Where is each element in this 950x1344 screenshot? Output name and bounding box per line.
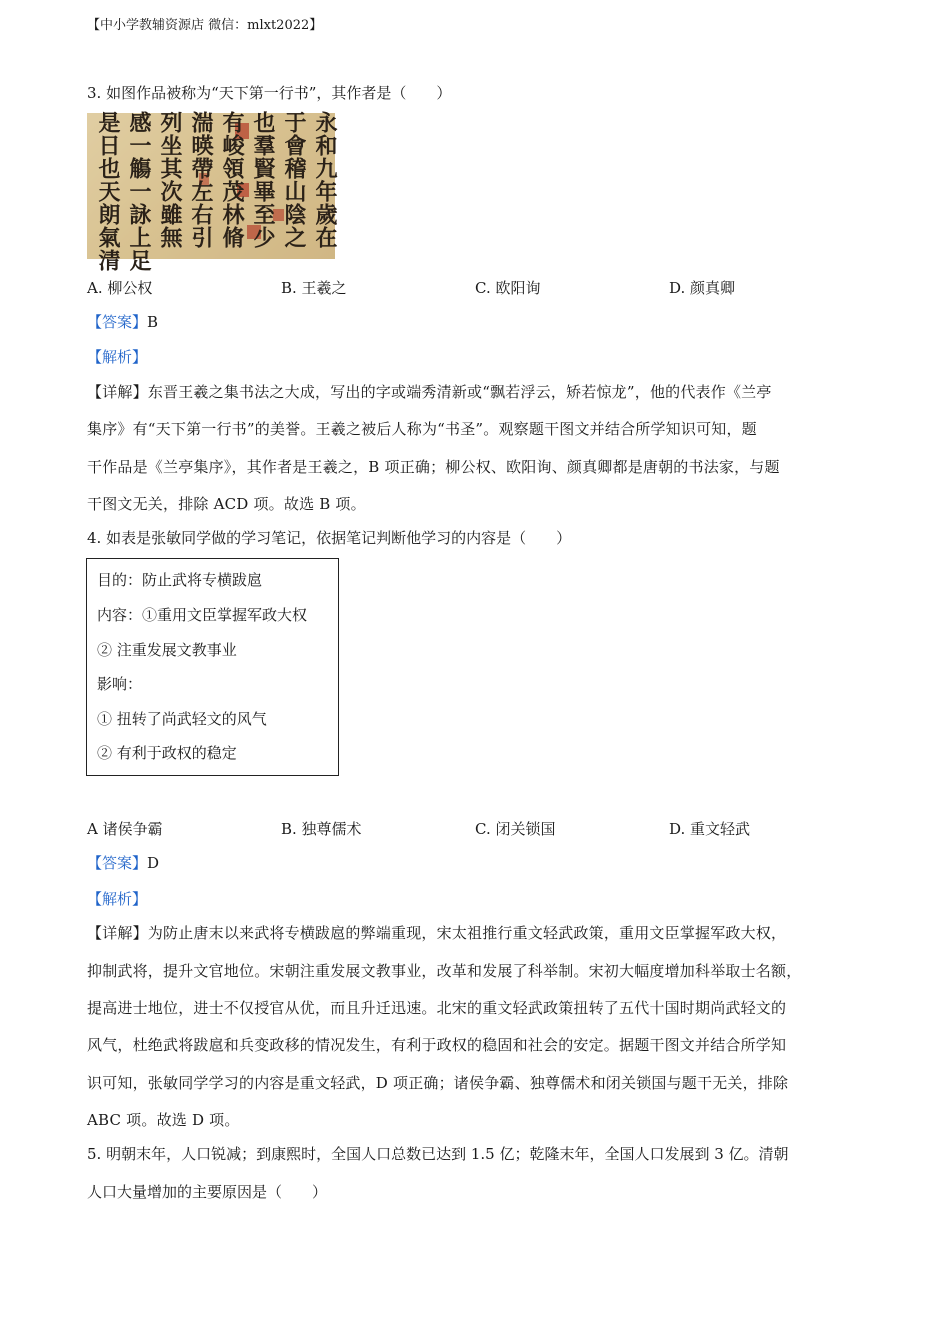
q3-detail-tag: 【详解】	[87, 383, 148, 401]
note-line-purpose: 目的：防止武将专横跋扈	[97, 571, 263, 589]
note-line-impact-1: ① 扭转了尚武轻文的风气	[97, 710, 267, 728]
question-5-stem-line-2: 人口大量增加的主要原因是（ ）	[87, 1183, 328, 1201]
q4-answer-tag: 【答案】	[87, 854, 148, 872]
q3-option-d[interactable]: D. 颜真卿	[669, 279, 736, 297]
q4-detail-line-2: 抑制武将，提升文官地位。宋朝注重发展文教事业，改革和发展了科举制。宋初大幅度增加科举取士名额，	[87, 962, 802, 980]
note-line-impact-2: ② 有利于政权的稳定	[97, 744, 237, 762]
q4-detail-line-1	[87, 922, 786, 943]
calligraphy-column: 感一觴一詠上足	[126, 111, 152, 272]
q4-option-b[interactable]: B. 独尊儒术	[281, 820, 362, 838]
calligraphy-column: 也羣賢畢至少	[250, 111, 276, 249]
q4-detail-tag: 【详解】	[87, 924, 148, 942]
calligraphy-column: 湍暎帶左右引	[188, 111, 214, 249]
study-note-box	[86, 558, 339, 776]
q4-detail-line-4: 风气，杜绝武将跋扈和兵变政移的情况发生，有利于政权的稳固和社会的安定。据题干图文并结合所学知	[87, 1036, 787, 1054]
calligraphy-column: 是日也天朗氣清	[95, 111, 121, 272]
q3-detail-line-4: 干图文无关，排除 ACD 项。故选 B 项。	[87, 495, 366, 513]
q4-detail-line-6: ABC 项。故选 D 项。	[87, 1111, 240, 1129]
q3-answer-tag: 【答案】	[87, 313, 148, 331]
page-header: 【中小学教辅资源店 微信：mlxt2022】	[87, 18, 323, 33]
q3-detail-line-1	[87, 381, 772, 402]
note-line-content-2: ② 注重发展文教事业	[97, 641, 237, 659]
q4-option-c[interactable]: C. 闭关锁国	[475, 820, 556, 838]
q3-option-a[interactable]: A. 柳公权	[87, 279, 153, 297]
q3-answer	[87, 311, 158, 332]
q4-answer-value: D	[147, 854, 160, 872]
note-line-content-1: 内容：①重用文臣掌握军政大权	[97, 606, 308, 624]
calligraphy-image	[87, 111, 338, 272]
q3-option-c[interactable]: C. 欧阳询	[475, 279, 541, 297]
q4-analysis-tag: 【解析】	[87, 890, 148, 908]
q4-option-a[interactable]: A 诸侯争霸	[87, 820, 163, 838]
q3-answer-value: B	[147, 313, 159, 331]
q4-answer	[87, 852, 159, 873]
q3-analysis-tag: 【解析】	[87, 348, 148, 366]
q4-detail-line-3: 提高进士地位，进士不仅授官从优，而且升迁迅速。北宋的重文轻武政策扭转了五代十国时期尚武轻文的	[87, 999, 787, 1017]
q4-detail-text-1: 为防止唐末以来武将专横跋扈的弊端重现，宋太祖推行重文轻武政策，重用文臣掌握军政大权，	[147, 924, 787, 942]
calligraphy-column: 列坐其次雖無	[157, 111, 183, 249]
q3-detail-text-1: 东晋王羲之集书法之大成，写出的字或端秀清新或“飘若浮云，矫若惊龙”，他的代表作《兰亭	[147, 383, 772, 401]
q3-detail-line-2: 集序》有“天下第一行书”的美誉。王羲之被后人称为“书圣”。观察题干图文并结合所学知识可知，题	[87, 420, 757, 438]
q4-option-d[interactable]: D. 重文轻武	[669, 820, 751, 838]
q3-detail-line-3: 干作品是《兰亭集序》，其作者是王羲之，B 项正确；柳公权、欧阳询、颜真卿都是唐朝的书法家，与题	[87, 458, 780, 476]
question-5-stem-line-1: 5. 明朝末年，人口锐减；到康熙时，全国人口总数已达到 1.5 亿；乾隆末年，全国人口发展到 3 亿。清朝	[87, 1145, 789, 1163]
calligraphy-column: 于會稽山陰之	[281, 111, 307, 249]
calligraphy-column: 有峻領茂林脩	[219, 111, 245, 249]
q3-option-b[interactable]: B. 王羲之	[281, 279, 347, 297]
question-3-stem: 3. 如图作品被称为“天下第一行书”，其作者是（ ）	[87, 84, 452, 102]
q4-detail-line-5: 识可知，张敏同学学习的内容是重文轻武，D 项正确；诸侯争霸、独尊儒术和闭关锁国与题干无关，排除	[87, 1074, 789, 1092]
note-line-impact: 影响：	[97, 675, 143, 693]
calligraphy-column: 永和九年歲在	[312, 111, 338, 249]
question-4-stem: 4. 如表是张敏同学做的学习笔记，依据笔记判断他学习的内容是（ ）	[87, 529, 572, 547]
